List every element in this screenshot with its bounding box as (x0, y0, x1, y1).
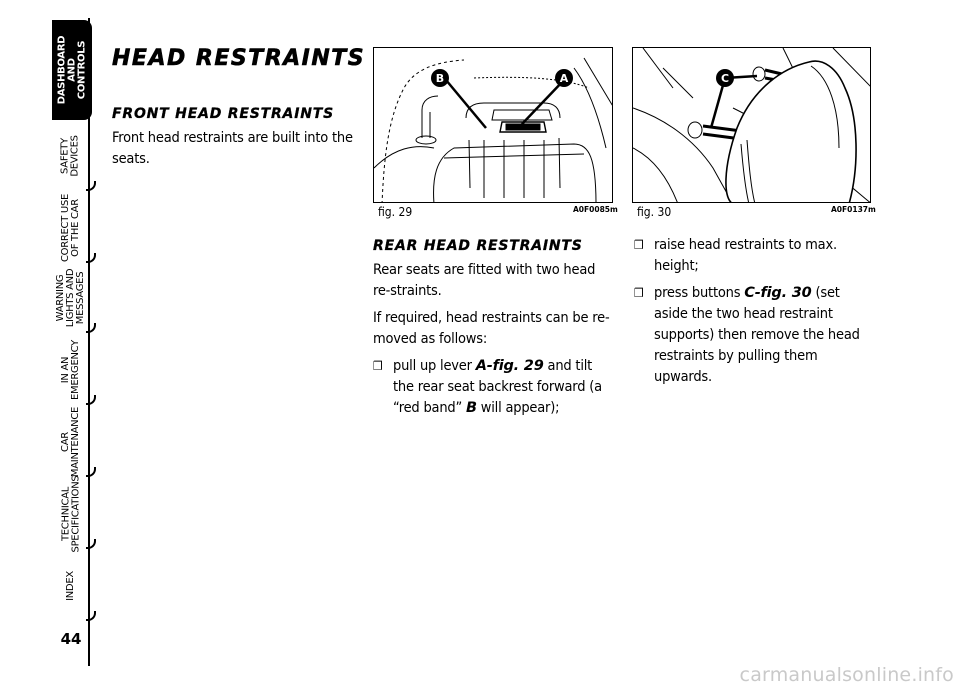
figure-30 (632, 47, 871, 203)
checkbox-bullet-icon: ❒ (634, 238, 644, 252)
list-item (634, 283, 874, 388)
tab-car-maintenance[interactable] (52, 406, 90, 478)
checkbox-bullet-icon: ❒ (634, 286, 644, 300)
rear-seat-illustration (374, 48, 613, 203)
tab-correct-use[interactable] (52, 193, 90, 263)
callout-b: B (435, 72, 445, 85)
bullet-text (654, 283, 874, 388)
tab-dashboard-and-controls[interactable] (52, 20, 92, 120)
fig-ref: C-fig. 30 (744, 285, 812, 301)
page-number: 44 (60, 630, 82, 648)
list-item (373, 356, 613, 419)
bullet-text-part: (set aside the two head restraint supports) then remove the head restraints by pulling them upwards. (654, 285, 860, 385)
bullet-text (393, 356, 613, 419)
callout-c: C (720, 72, 730, 85)
tab-label: CORRECT USE OF THE CAR (60, 193, 81, 263)
rear-para-1: Rear seats are fitted with two head re-straints. (373, 262, 596, 299)
tab-label: WARNING LIGHTS AND MESSAGES (55, 268, 87, 328)
front-section (112, 106, 354, 170)
tab-label: INDEX (65, 571, 76, 601)
fig29-caption: fig. 29 (378, 205, 413, 219)
tab-index[interactable] (52, 554, 90, 618)
tab-notch (86, 539, 96, 549)
callout-a: A (559, 72, 569, 85)
rear-para-2: If required, head restraints can be re-moved as follows: (373, 310, 610, 347)
list-item (634, 235, 874, 277)
fig30-code: A0F0137m (831, 205, 876, 214)
fig-ref: B (465, 400, 477, 416)
page-title: HEAD RESTRAINTS (112, 46, 366, 71)
head-restraint-illustration (633, 48, 871, 203)
figure-29 (373, 47, 613, 203)
bullet-text: raise head restraints to max. height; (654, 237, 837, 274)
tab-notch (86, 253, 96, 263)
bullet-text-part: and tilt the rear seat backrest forward (a “red band” (393, 358, 602, 416)
bullet-text-part: pull up lever (393, 358, 476, 374)
tab-safety-devices[interactable] (52, 124, 90, 188)
tab-notch (86, 395, 96, 405)
front-text: Front head restraints are built into the seats. (112, 130, 353, 167)
tab-notch (86, 467, 96, 477)
tab-notch (86, 181, 96, 191)
front-heading: FRONT HEAD RESTRAINTS (112, 106, 334, 122)
tab-label: CAR MAINTENANCE (60, 406, 82, 478)
removal-steps (634, 233, 874, 388)
tab-technical-specifications[interactable] (52, 475, 90, 553)
tab-warning-lights[interactable] (52, 266, 90, 330)
bullet-text-part: will appear); (476, 400, 560, 416)
tab-label: IN AN EMERGENCY (60, 340, 82, 400)
checkbox-bullet-icon: ❒ (373, 359, 383, 373)
chapter-tabs (0, 0, 110, 692)
fig29-code: A0F0085m (573, 205, 618, 214)
tab-label: TECHNICAL SPECIFICATIONS (60, 475, 81, 553)
tab-label: SAFETY DEVICES (60, 135, 82, 177)
rear-section (373, 238, 613, 419)
bullet-text-part: press buttons (654, 285, 745, 301)
tab-notch (86, 323, 96, 333)
watermark: carmanualsonline.info (739, 664, 954, 686)
tab-notch (86, 611, 96, 621)
rear-heading: REAR HEAD RESTRAINTS (373, 238, 583, 254)
tab-in-an-emergency[interactable] (52, 338, 90, 402)
fig30-caption: fig. 30 (637, 205, 672, 219)
tab-label: DASHBOARD AND CONTROLS (56, 35, 88, 105)
fig-ref: A-fig. 29 (475, 358, 544, 374)
